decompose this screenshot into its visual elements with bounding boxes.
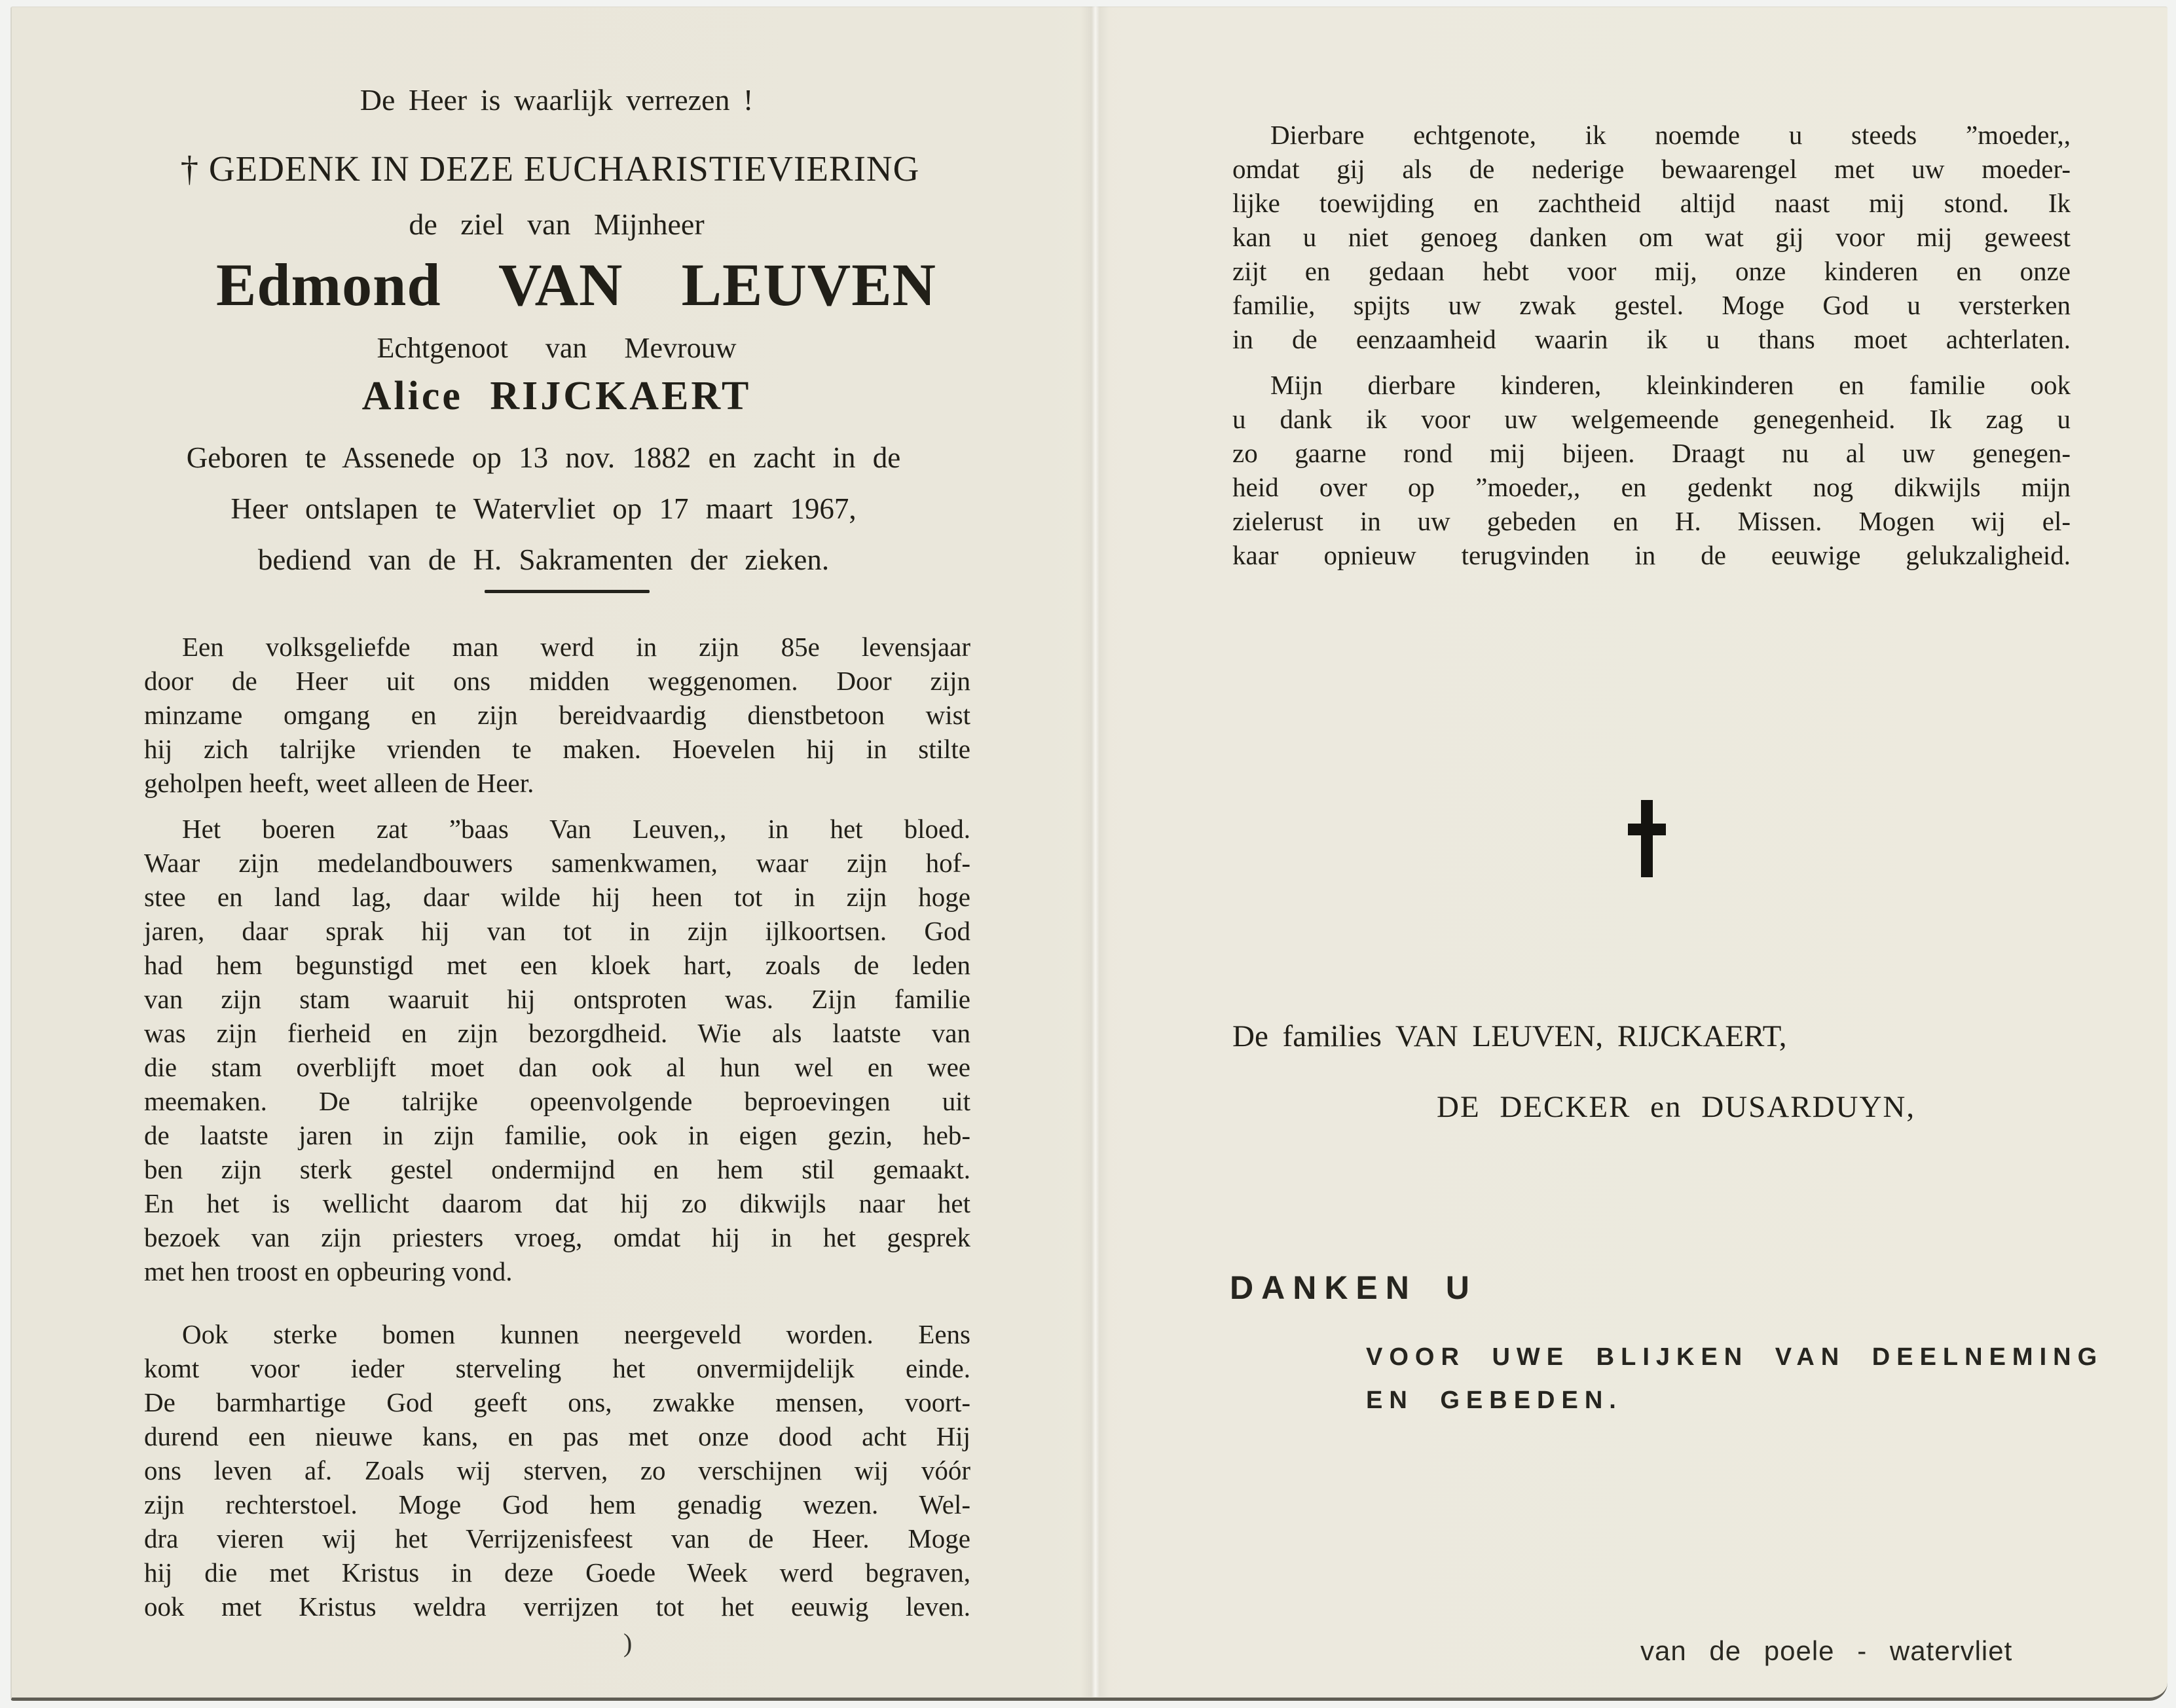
text-line: zielerust in uw gebeden en H. Missen. Mogen wij el- bbox=[1232, 506, 2071, 536]
text-line: zijt en gedaan hebt voor mij, onze kinderen en onze bbox=[1232, 256, 2071, 286]
text-line: heid over op ”moeder,, en gedenkt nog dikwijls mijn bbox=[1232, 472, 2071, 502]
text-line: zo gaarne rond mij bijeen. Draagt nu al uw genegen- bbox=[1232, 438, 2071, 468]
text-line: ben zijn sterk gestel ondermijnd en hem stil gemaakt. bbox=[144, 1154, 970, 1184]
text-line: de laatste jaren in zijn familie, ook in eigen gezin, heb- bbox=[144, 1120, 970, 1150]
text-line: door de Heer uit ons midden weggenomen. Door zijn bbox=[144, 666, 970, 696]
text-line: ons leven af. Zoals wij sterven, zo verschijnen wij vóór bbox=[144, 1455, 970, 1485]
text-line: Geboren te Assenede op 13 nov. 1882 en zacht in de bbox=[186, 441, 901, 474]
text-line: hij zich talrijke vrienden te maken. Hoevelen hij in stilte bbox=[144, 734, 970, 764]
obituary-paragraph-3 bbox=[144, 1317, 970, 1624]
center-fold-crease bbox=[1080, 7, 1109, 1697]
farewell-to-wife-paragraph bbox=[1232, 118, 2071, 356]
text-line: kaar opnieuw terugvinden in de eeuwige gelukzaligheid. bbox=[1232, 540, 2071, 570]
obituary-paragraph-2 bbox=[144, 812, 970, 1288]
text-line: had hem begunstigd met een kloek hart, zoals de leden bbox=[144, 950, 970, 980]
text-line: komt voor ieder sterveling het onvermijdelijk einde. bbox=[144, 1353, 970, 1383]
text-line: van zijn stam waaruit hij ontsproten was. Zijn familie bbox=[144, 984, 970, 1014]
thanks-line-2: EN GEBEDEN. bbox=[1366, 1387, 1623, 1414]
text-line: dra vieren wij het Verrijzenisfeest van de Heer. Moge bbox=[144, 1523, 970, 1554]
families-line-1: De families VAN LEUVEN, RIJCKAERT, bbox=[1232, 1019, 1787, 1053]
text-line: minzame omgang en zijn bereidvaardig dienstbetoon wist bbox=[144, 700, 970, 730]
text-line: lijke toewijding en zachtheid altijd naast mij stond. Ik bbox=[1232, 188, 2071, 218]
thanks-line-1: VOOR UWE BLIJKEN VAN DEELNEMING bbox=[1366, 1343, 2104, 1371]
text-line: kan u niet genoeg danken om wat gij voor mij geweest bbox=[1232, 222, 2071, 252]
text-line: Heer ontslapen te Watervliet op 17 maart 1967, bbox=[231, 492, 857, 525]
cross-vertical-bar bbox=[1641, 800, 1653, 877]
spouse-name: Alice RIJCKAERT bbox=[361, 374, 752, 418]
text-line: zijn rechterstoel. Moge God hem genadig wezen. Wel- bbox=[144, 1489, 970, 1519]
cross-horizontal-bar bbox=[1628, 824, 1666, 835]
section-divider-rule bbox=[485, 590, 650, 593]
stray-print-mark: ) bbox=[623, 1628, 633, 1658]
obituary-paragraph-1 bbox=[144, 630, 970, 800]
farewell-to-children-paragraph bbox=[1232, 368, 2071, 572]
text-line: u dank ik voor uw welgemeende genegenheid. Ik zag u bbox=[1232, 404, 2071, 434]
text-line: geholpen heeft, weet alleen de Heer. bbox=[144, 768, 534, 798]
thanks-heading: DANKEN U bbox=[1230, 1269, 1477, 1306]
memorial-intro-line: † GEDENK IN DEZE EUCHARISTIEVIERING bbox=[180, 149, 920, 189]
text-line: Het boeren zat ”baas Van Leuven,, in het bloed. bbox=[182, 814, 970, 844]
text-line: jaren, daar sprak hij van tot in zijn ijlkoortsen. God bbox=[144, 916, 970, 946]
text-line: omdat gij als de nederige bewaarengel met uw moeder- bbox=[1232, 154, 2071, 184]
text-line: stee en land lag, daar wilde hij heen tot in zijn hoge bbox=[144, 882, 970, 912]
text-line: En het is wellicht daarom dat hij zo dikwijls naar het bbox=[144, 1188, 970, 1218]
text-line: Een volksgeliefde man werd in zijn 85e levensjaar bbox=[182, 632, 970, 662]
text-line: Ook sterke bomen kunnen neergeveld worden. Eens bbox=[182, 1319, 970, 1349]
text-line: was zijn fierheid en zijn bezorgdheid. Wie als laatste van bbox=[144, 1018, 970, 1048]
text-line: in de eenzaamheid waarin ik u thans moet achterlaten. bbox=[1232, 324, 2071, 354]
opening-verse: De Heer is waarlijk verrezen ! bbox=[360, 83, 754, 117]
text-line: ook met Kristus weldra verrijzen tot het eeuwig leven. bbox=[144, 1591, 970, 1622]
soul-of-line: de ziel van Mijnheer bbox=[409, 208, 705, 241]
text-line: durend een nieuwe kans, en pas met onze dood acht Hij bbox=[144, 1421, 970, 1451]
text-line: Mijn dierbare kinderen, kleinkinderen en familie ook bbox=[1270, 370, 2071, 400]
deceased-name: Edmond VAN LEUVEN bbox=[216, 251, 936, 318]
printer-credit: van de poele - watervliet bbox=[1640, 1635, 2013, 1666]
spouse-intro-line: Echtgenoot van Mevrouw bbox=[377, 332, 737, 364]
text-line: bediend van de H. Sakramenten der zieken. bbox=[257, 543, 830, 576]
families-line-2: DE DECKER en DUSARDUYN, bbox=[1437, 1090, 1916, 1124]
latin-cross-icon bbox=[1628, 800, 1666, 877]
text-line: met hen troost en opbeuring vond. bbox=[144, 1256, 513, 1286]
text-line: meemaken. De talrijke opeenvolgende beproevingen uit bbox=[144, 1086, 970, 1116]
text-line: die stam overblijft moet dan ook al hun wel en wee bbox=[144, 1052, 970, 1082]
text-line: bezoek van zijn priesters vroeg, omdat hij in het gesprek bbox=[144, 1222, 970, 1252]
text-line: familie, spijts uw zwak gestel. Moge God u versterken bbox=[1232, 290, 2071, 320]
text-line: Waar zijn medelandbouwers samenkwamen, waar zijn hof- bbox=[144, 848, 970, 878]
text-line: Dierbare echtgenote, ik noemde u steeds ”moeder,, bbox=[1270, 120, 2071, 150]
text-line: De barmhartige God geeft ons, zwakke mensen, voort- bbox=[144, 1387, 970, 1417]
birth-death-details bbox=[108, 432, 979, 585]
text-line: hij die met Kristus in deze Goede Week werd begraven, bbox=[144, 1557, 970, 1588]
